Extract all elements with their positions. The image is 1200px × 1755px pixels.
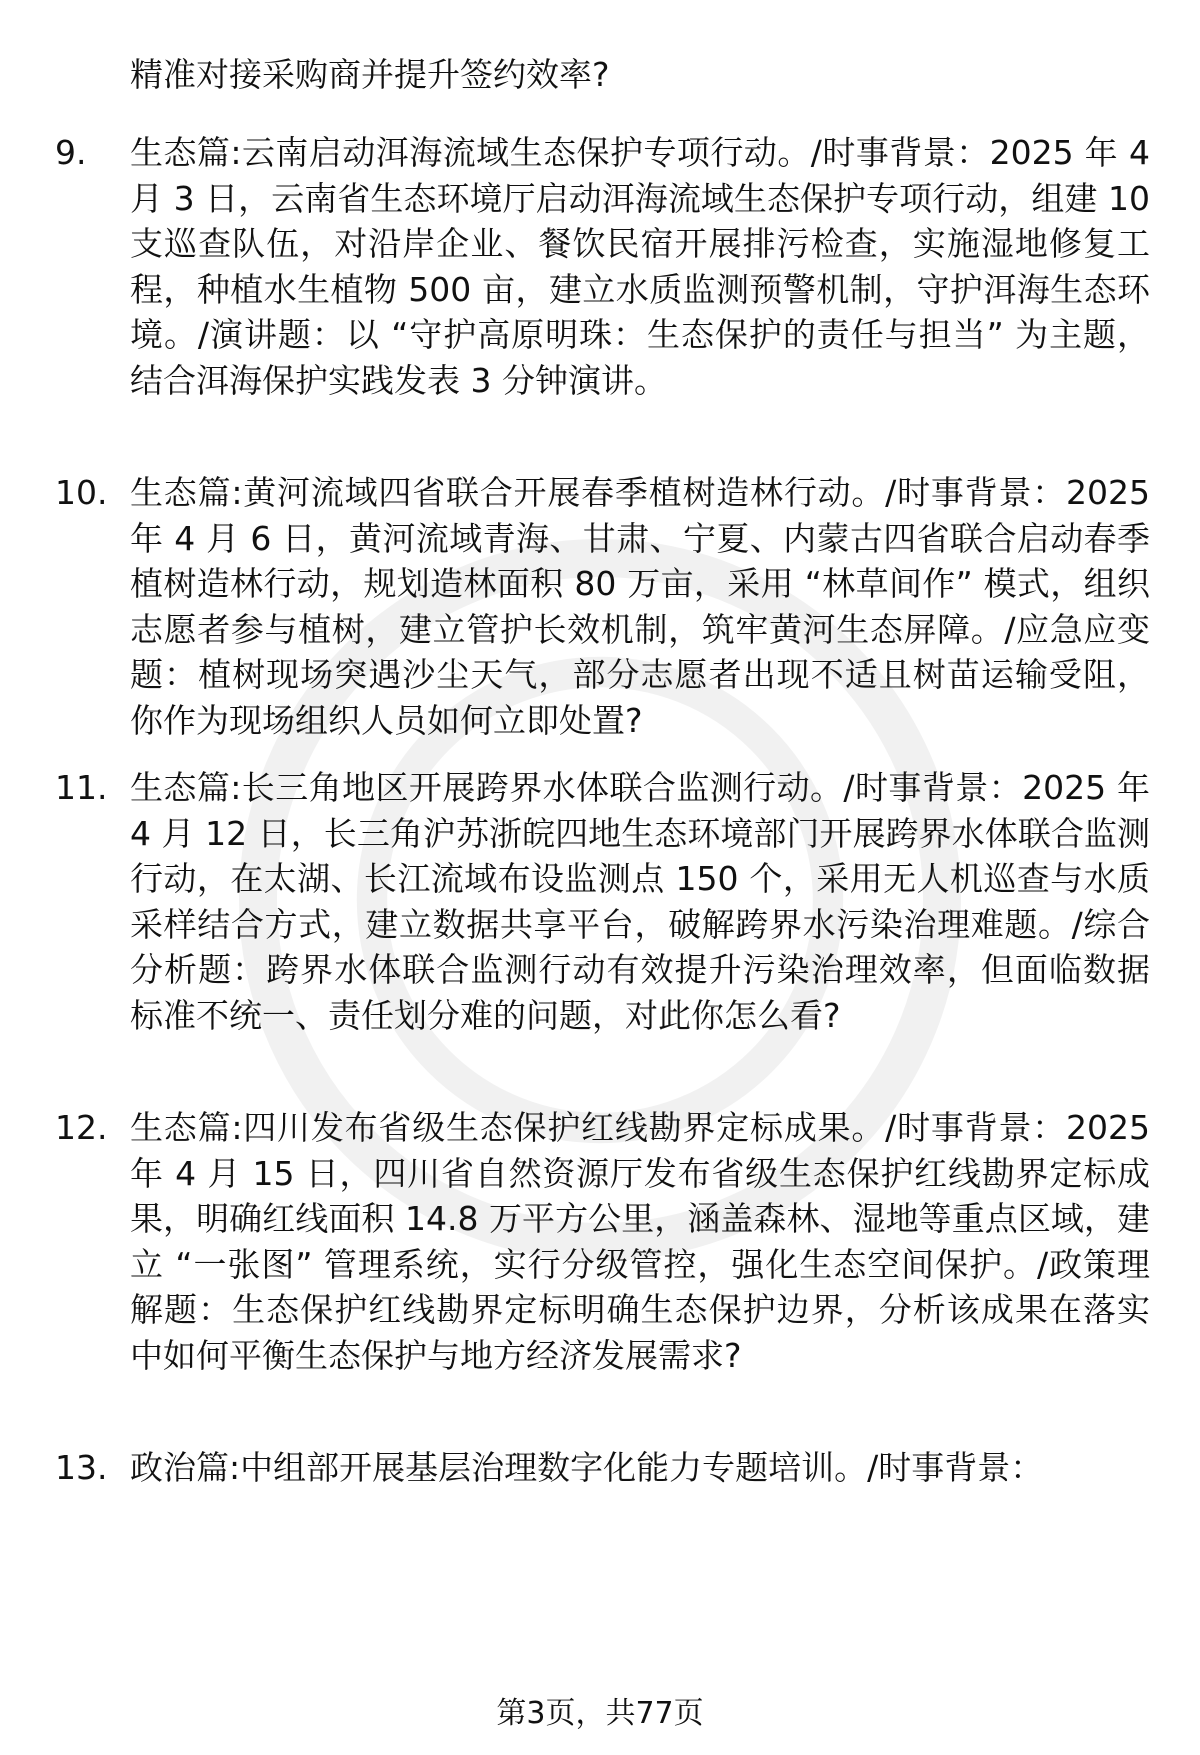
item-number: 10.	[55, 473, 108, 512]
page-footer: 第3页，共77页	[496, 1696, 704, 1731]
item-number: 11.	[55, 768, 108, 807]
item-number: 9.	[55, 133, 87, 172]
item-text: 政治篇:中组部开展基层治理数字化能力专题培训。/时事背景：	[130, 1448, 1044, 1487]
item-text: 生态篇:四川发布省级生态保护红线勘界定标成果。/时事背景：2025 年 4 月 15 日，四川省自然资源厅发布省级生态保护红线勘界定标成果，明确红线面积 14.8 万平方公里，涵盖森林、湿地等重点区域，建立 “一张图” 管理系统，实行分级管控，强化生态空间保护。/政策理解题：生态保护红线勘界定标明确生态保护边界，分析该成果在落实中如何平衡生态保护与地方经济发展需求?	[130, 1108, 1150, 1375]
item-number: 12.	[55, 1108, 108, 1147]
item-text: 生态篇:黄河流域四省联合开展春季植树造林行动。/时事背景：2025 年 4 月 6 日，黄河流域青海、甘肃、宁夏、内蒙古四省联合启动春季植树造林行动，规划造林面积 80 万亩，采用 “林草间作” 模式，组织志愿者参与植树，建立管护长效机制，筑牢黄河生态屏障。/应急应变题：植树现场突遇沙尘天气，部分志愿者出现不适且树苗运输受阻，你作为现场组织人员如何立即处置?	[130, 473, 1150, 740]
item-text: 生态篇:长三角地区开展跨界水体联合监测行动。/时事背景：2025 年 4 月 12 日，长三角沪苏浙皖四地生态环境部门开展跨界水体联合监测行动，在太湖、长江流域布设监测点 150 个，采用无人机巡查与水质采样结合方式，建立数据共享平台，破解跨界水污染治理难题。/综合分析题：跨界水体联合监测行动有效提升污染治理效率，但面临数据标准不统一、责任划分难的问题，对此你怎么看?	[130, 768, 1150, 1035]
continuation-text: 精准对接采购商并提升签约效率?	[130, 55, 610, 94]
item-text: 生态篇:云南启动洱海流域生态保护专项行动。/时事背景：2025 年 4 月 3 日，云南省生态环境厅启动洱海流域生态保护专项行动，组建 10 支巡查队伍，对沿岸企业、餐饮民宿开展排污检查，实施湿地修复工程，种植水生植物 500 亩，建立水质监测预警机制，守护洱海生态环境。/演讲题：以 “守护高原明珠：生态保护的责任与担当” 为主题，结合洱海保护实践发表 3 分钟演讲。	[130, 133, 1150, 400]
item-number: 13.	[55, 1448, 108, 1487]
